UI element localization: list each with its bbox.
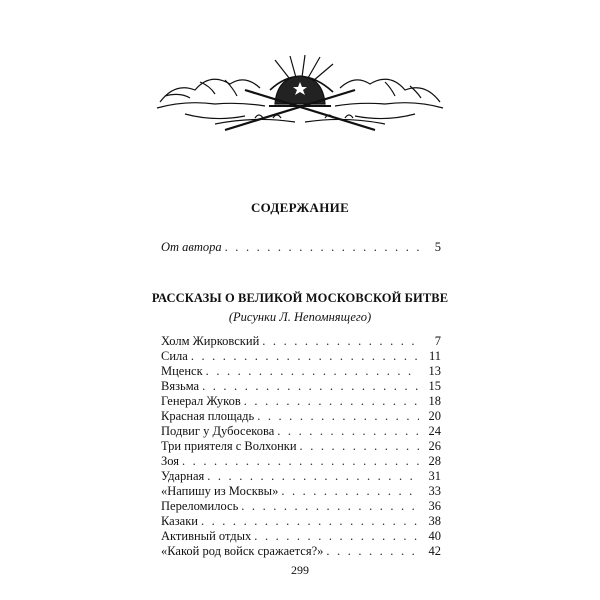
toc-entry bbox=[161, 484, 441, 499]
toc-entry-label: Три приятеля с Волхонки bbox=[161, 439, 297, 453]
toc-entry-label: Подвиг у Дубосекова bbox=[161, 424, 275, 438]
dot-leader bbox=[277, 424, 419, 439]
dot-leader bbox=[191, 349, 419, 364]
toc-entry-label: Холм Жирковский bbox=[161, 334, 260, 348]
toc-entry-page: 20 bbox=[428, 409, 441, 423]
toc-entry bbox=[161, 349, 441, 364]
dot-leader bbox=[201, 514, 419, 529]
toc-entry-label: «Какой род войск сражается?» bbox=[161, 544, 324, 558]
toc-entry-page: 33 bbox=[428, 484, 441, 498]
toc-entry-label: Казаки bbox=[161, 514, 198, 528]
toc-entry-label: Красная площадь bbox=[161, 409, 255, 423]
toc-entry-page: 15 bbox=[428, 379, 441, 393]
toc-entry bbox=[161, 439, 441, 454]
toc-entry bbox=[161, 334, 441, 349]
toc-entry-page: 5 bbox=[434, 240, 441, 254]
toc-entry-page: 36 bbox=[428, 499, 441, 513]
toc-entry-page: 31 bbox=[428, 469, 441, 483]
toc-entry-page: 24 bbox=[428, 424, 441, 438]
toc-entry-label: «Напишу из Москвы» bbox=[161, 484, 279, 498]
toc-entry-page: 11 bbox=[428, 349, 441, 363]
page-number: 299 bbox=[291, 563, 309, 577]
toc-entry-page: 40 bbox=[428, 529, 441, 543]
toc-entry bbox=[161, 364, 441, 379]
toc-entry bbox=[161, 469, 441, 484]
toc-entry bbox=[161, 499, 441, 514]
toc-entry-label: Сила bbox=[161, 349, 188, 363]
toc-title: СОДЕРЖАНИЕ bbox=[250, 200, 350, 215]
dot-leader bbox=[257, 409, 419, 424]
dot-leader bbox=[241, 499, 419, 514]
dot-leader bbox=[225, 240, 419, 255]
toc-entry bbox=[161, 379, 441, 394]
toc-entry bbox=[161, 424, 441, 439]
toc-entry-page: 18 bbox=[428, 394, 441, 408]
toc-entry-label: Ударная bbox=[161, 469, 205, 483]
dot-leader bbox=[300, 439, 419, 454]
toc-entry-label: Активный отдых bbox=[161, 529, 252, 543]
toc-entry-label: Вязьма bbox=[161, 379, 200, 393]
toc-entry-foreword bbox=[161, 240, 441, 255]
toc-entry-page: 28 bbox=[428, 454, 441, 468]
toc-entry-page: 42 bbox=[428, 544, 441, 558]
toc-entry bbox=[161, 454, 441, 469]
toc-entry bbox=[161, 529, 441, 544]
toc-entry-label: Мценск bbox=[161, 364, 203, 378]
toc-entry bbox=[161, 544, 441, 559]
toc-entry-page: 13 bbox=[428, 364, 441, 378]
toc-entry-label: Генерал Жуков bbox=[161, 394, 241, 408]
toc-entry-label: От автора bbox=[161, 240, 222, 254]
toc-entry bbox=[161, 409, 441, 424]
toc-entry-page: 38 bbox=[428, 514, 441, 528]
dot-leader bbox=[206, 364, 419, 379]
dot-leader bbox=[207, 469, 419, 484]
toc-entry-page: 26 bbox=[428, 439, 441, 453]
toc-entry bbox=[161, 394, 441, 409]
toc-entry-label: Переломилось bbox=[161, 499, 239, 513]
dot-leader bbox=[202, 379, 419, 394]
toc-entry-label: Зоя bbox=[161, 454, 180, 468]
dot-leader bbox=[244, 394, 419, 409]
dot-leader bbox=[326, 544, 419, 559]
dot-leader bbox=[281, 484, 419, 499]
military-vignette-illustration bbox=[155, 52, 445, 138]
dot-leader bbox=[254, 529, 419, 544]
toc-entry bbox=[161, 514, 441, 529]
section-title: РАССКАЗЫ О ВЕЛИКОЙ МОСКОВСКОЙ БИТВЕ bbox=[151, 291, 449, 305]
section-subtitle: (Рисунки Л. Непомнящего) bbox=[228, 310, 372, 324]
dot-leader bbox=[182, 454, 419, 469]
dot-leader bbox=[262, 334, 419, 349]
toc-entry-page: 7 bbox=[434, 334, 441, 348]
